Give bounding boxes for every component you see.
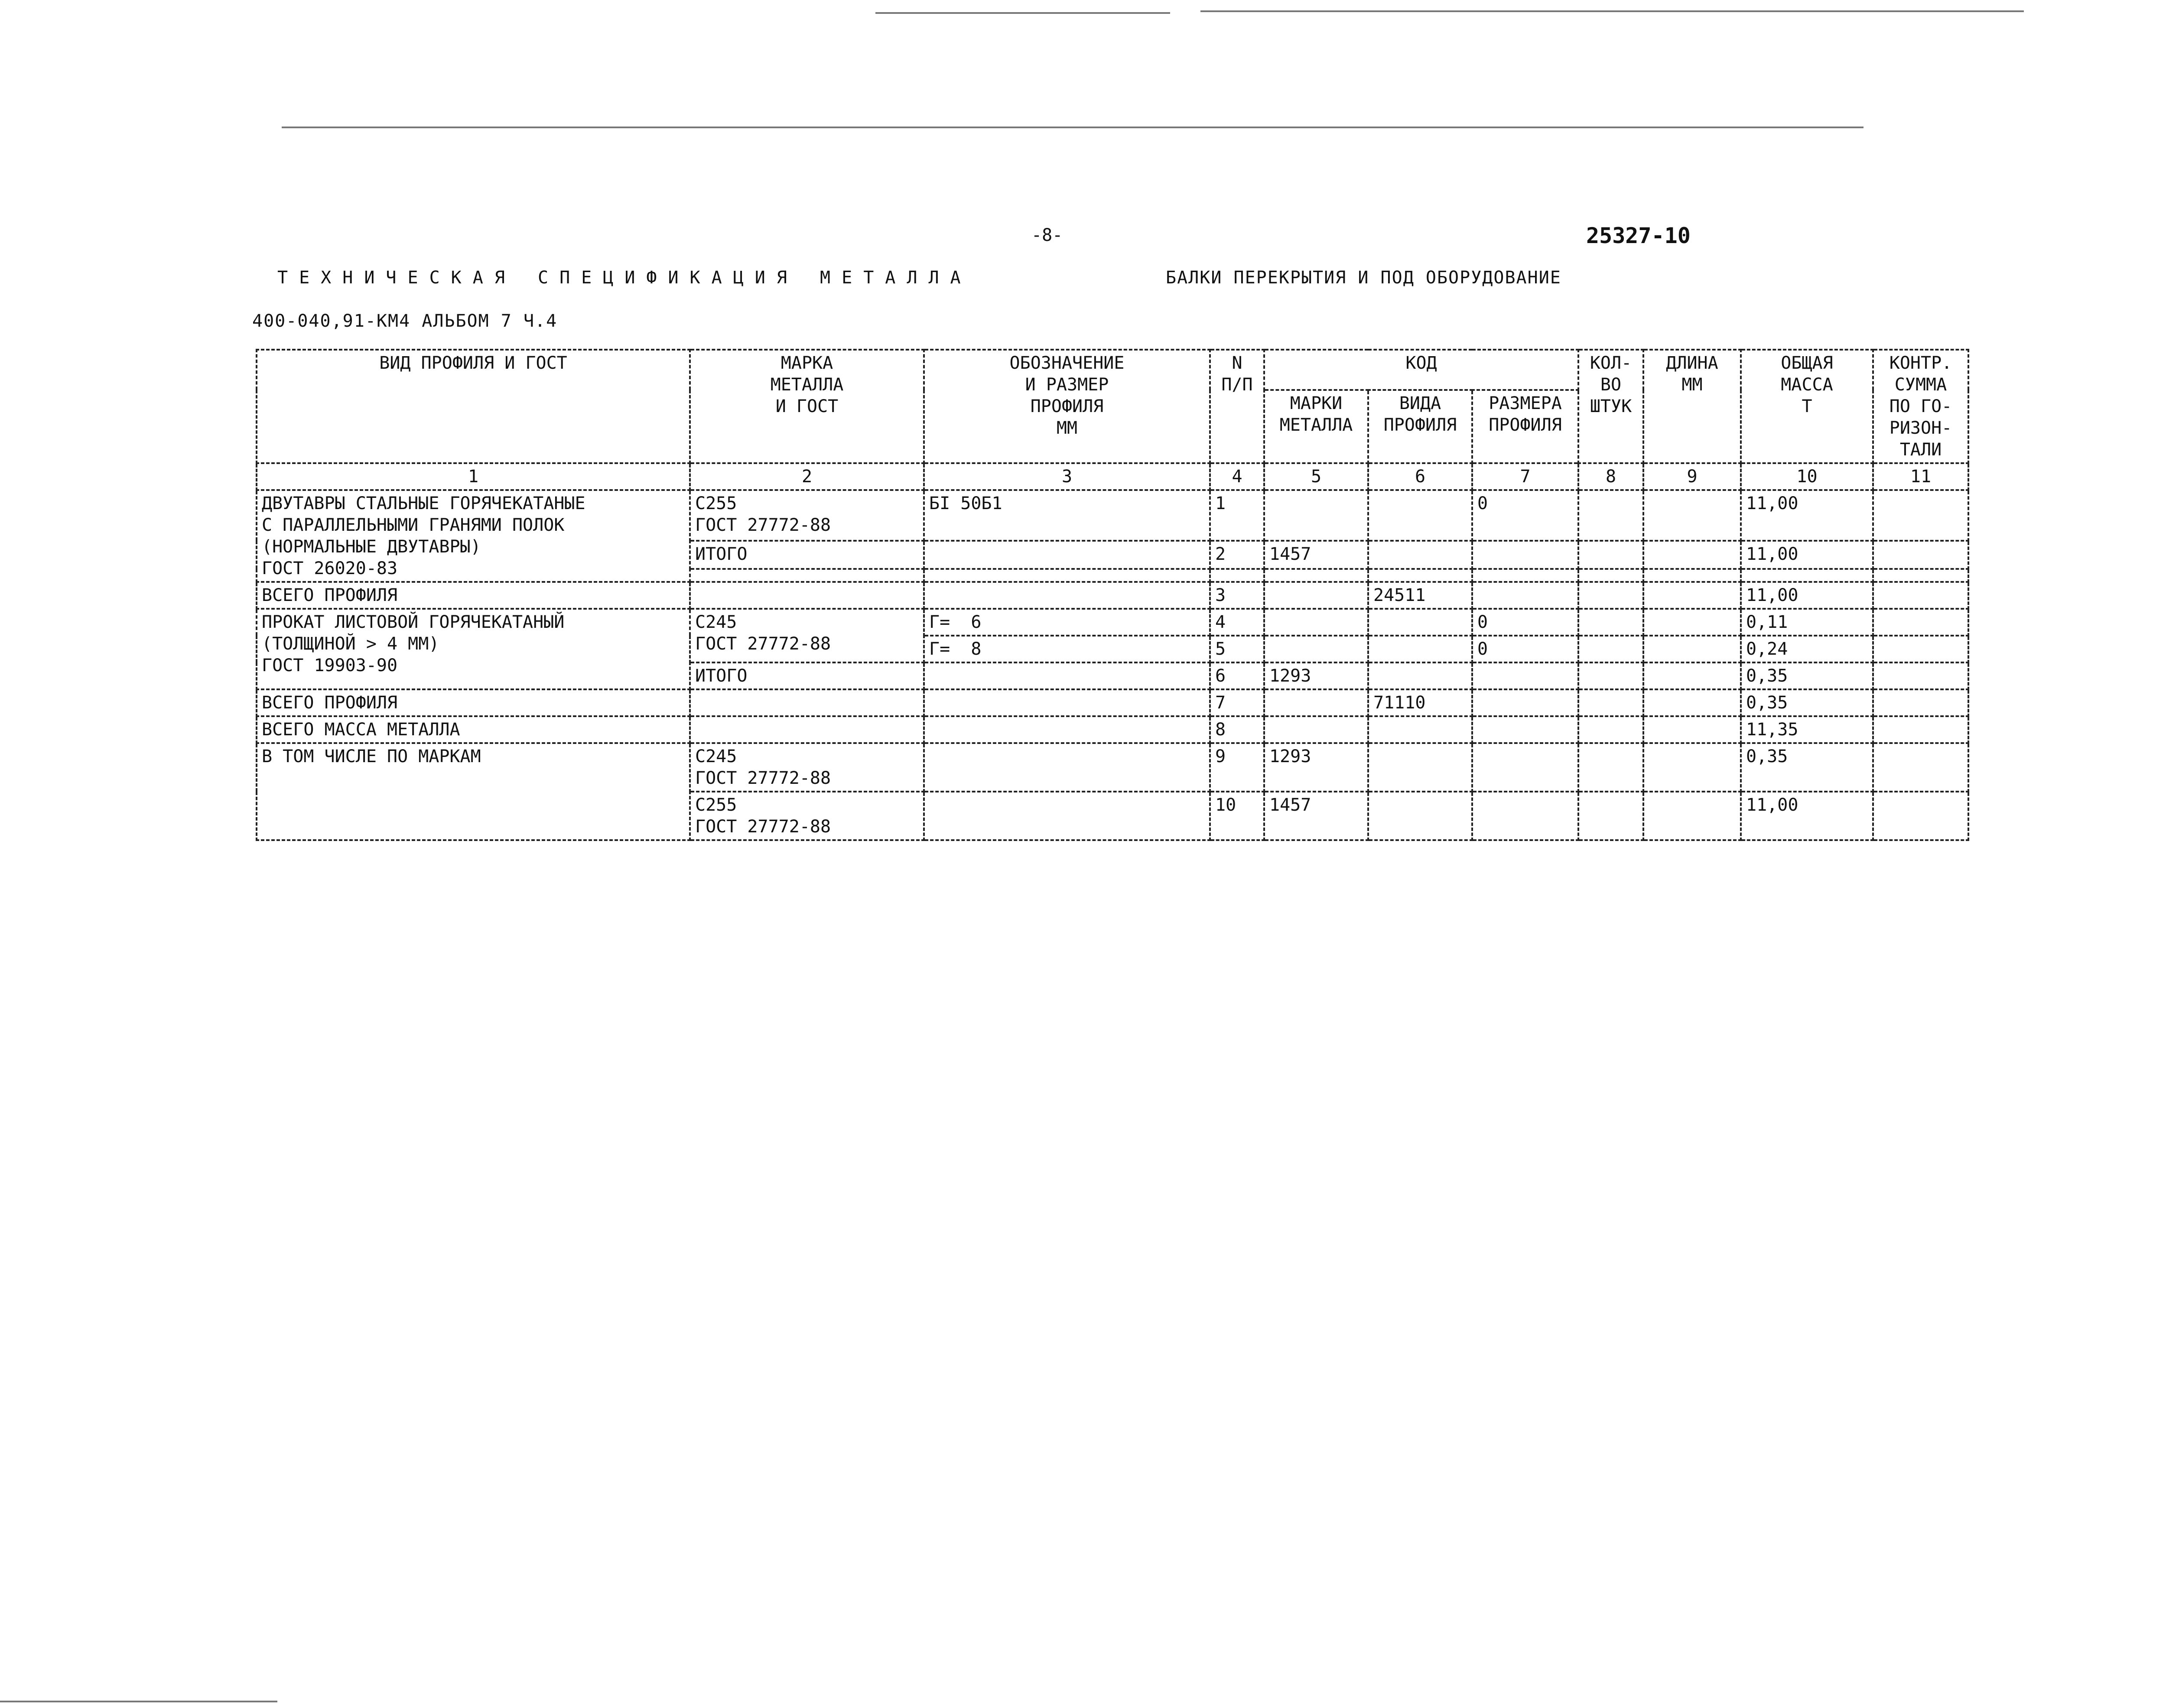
code-size-cell: 0 <box>1472 636 1578 662</box>
code-size-cell <box>1472 662 1578 689</box>
header-rule <box>282 127 1864 128</box>
code-type-cell <box>1368 609 1472 636</box>
table-row <box>257 743 1968 792</box>
code-grade-cell: 1457 <box>1264 541 1368 569</box>
size-cell <box>924 716 1210 743</box>
profile-cell: ПРОКАТ ЛИСТОВОЙ ГОРЯЧЕКАТАНЫЙ (ТОЛЩИНОЙ > 4 ММ) ГОСТ 19903-90 <box>257 609 690 689</box>
code-grade-cell <box>1264 716 1368 743</box>
qty-cell <box>1578 541 1643 569</box>
grade-cell <box>690 582 924 609</box>
header-code-grade: МАРКИ МЕТАЛЛА <box>1264 390 1368 463</box>
column-number-row <box>257 463 1968 490</box>
code-grade-cell: 1457 <box>1264 792 1368 840</box>
code-size-cell: 0 <box>1472 609 1578 636</box>
code-size-cell <box>1472 716 1578 743</box>
column-number: 9 <box>1643 463 1741 490</box>
size-cell <box>924 582 1210 609</box>
code-size-cell <box>1472 689 1578 716</box>
control-cell <box>1873 743 1968 792</box>
length-cell <box>1643 490 1741 541</box>
control-cell <box>1873 662 1968 689</box>
header-code-type: ВИДА ПРОФИЛЯ <box>1368 390 1472 463</box>
control-cell <box>1873 636 1968 662</box>
length-cell <box>1643 636 1741 662</box>
qty-cell <box>1578 609 1643 636</box>
control-cell <box>1873 582 1968 609</box>
code-type-cell <box>1368 743 1472 792</box>
code-grade-cell <box>1264 582 1368 609</box>
code-grade-cell <box>1264 490 1368 541</box>
specification-table <box>256 349 1969 841</box>
qty-cell <box>1578 716 1643 743</box>
qty-cell <box>1578 582 1643 609</box>
code-grade-cell: 1293 <box>1264 662 1368 689</box>
header-qty: КОЛ- ВО ШТУК <box>1578 350 1643 463</box>
qty-cell <box>1578 743 1643 792</box>
size-cell <box>924 792 1210 840</box>
grade-cell: С255 ГОСТ 27772-88 <box>690 490 924 541</box>
npp-cell: 1 <box>1210 490 1264 541</box>
qty-cell <box>1578 490 1643 541</box>
npp-cell: 3 <box>1210 582 1264 609</box>
header-row <box>257 350 1968 390</box>
column-number: 10 <box>1741 463 1873 490</box>
header-grade: МАРКА МЕТАЛЛА И ГОСТ <box>690 350 924 463</box>
code-type-cell <box>1368 541 1472 569</box>
mass-cell: 0,24 <box>1741 636 1873 662</box>
length-cell <box>1643 541 1741 569</box>
profile-cell: ВСЕГО ПРОФИЛЯ <box>257 689 690 716</box>
length-cell <box>1643 743 1741 792</box>
column-number: 4 <box>1210 463 1264 490</box>
mass-cell: 11,00 <box>1741 541 1873 569</box>
size-cell: Г= 8 <box>924 636 1210 662</box>
table-row <box>257 490 1968 541</box>
profile-cell: В ТОМ ЧИСЛЕ ПО МАРКАМ <box>257 743 690 840</box>
code-size-cell: 0 <box>1472 490 1578 541</box>
mass-cell: 11,00 <box>1741 490 1873 541</box>
code-type-cell: 24511 <box>1368 582 1472 609</box>
table-row <box>257 609 1968 636</box>
code-type-cell <box>1368 716 1472 743</box>
code-grade-cell <box>1264 609 1368 636</box>
profile-cell: ВСЕГО МАССА МЕТАЛЛА <box>257 716 690 743</box>
mass-cell: 0,35 <box>1741 743 1873 792</box>
profile-cell: ВСЕГО ПРОФИЛЯ <box>257 582 690 609</box>
grade-cell: С255 ГОСТ 27772-88 <box>690 792 924 840</box>
mass-cell: 11,00 <box>1741 582 1873 609</box>
length-cell <box>1643 582 1741 609</box>
page-title: ТЕХНИЧЕСКАЯ СПЕЦИФИКАЦИЯ МЕТАЛЛА <box>277 268 972 288</box>
npp-cell: 5 <box>1210 636 1264 662</box>
mass-cell: 11,00 <box>1741 792 1873 840</box>
length-cell <box>1643 609 1741 636</box>
size-cell <box>924 541 1210 569</box>
code-type-cell <box>1368 792 1472 840</box>
qty-cell <box>1578 636 1643 662</box>
npp-cell: 9 <box>1210 743 1264 792</box>
header-mass: ОБЩАЯ МАССА Т <box>1741 350 1873 463</box>
qty-cell <box>1578 689 1643 716</box>
code-size-cell <box>1472 582 1578 609</box>
grade-cell: ИТОГО <box>690 541 924 569</box>
code-type-cell <box>1368 490 1472 541</box>
control-cell <box>1873 609 1968 636</box>
size-cell: Г= 6 <box>924 609 1210 636</box>
header-code-size: РАЗМЕРА ПРОФИЛЯ <box>1472 390 1578 463</box>
length-cell <box>1643 689 1741 716</box>
length-cell <box>1643 662 1741 689</box>
profile-cell: ДВУТАВРЫ СТАЛЬНЫЕ ГОРЯЧЕКАТАНЫЕ С ПАРАЛЛЕЛЬНЫМИ ГРАНЯМИ ПОЛОК (НОРМАЛЬНЫЕ ДВУТАВРЫ) ГОСТ 26020-83 <box>257 490 690 582</box>
npp-cell: 10 <box>1210 792 1264 840</box>
grade-cell: С245 ГОСТ 27772-88 <box>690 743 924 792</box>
mass-cell: 0,11 <box>1741 609 1873 636</box>
grade-cell <box>690 689 924 716</box>
code-grade-cell: 1293 <box>1264 743 1368 792</box>
code-type-cell <box>1368 636 1472 662</box>
mass-cell: 0,35 <box>1741 662 1873 689</box>
page-subtitle: БАЛКИ ПЕРЕКРЫТИЯ И ПОД ОБОРУДОВАНИЕ <box>1166 268 1561 288</box>
control-cell <box>1873 792 1968 840</box>
table-row <box>257 689 1968 716</box>
npp-cell: 8 <box>1210 716 1264 743</box>
npp-cell: 7 <box>1210 689 1264 716</box>
column-number: 1 <box>257 463 690 490</box>
header-profile: ВИД ПРОФИЛЯ И ГОСТ <box>257 350 690 463</box>
code-type-cell: 71110 <box>1368 689 1472 716</box>
header-designation: ОБОЗНАЧЕНИЕ И РАЗМЕР ПРОФИЛЯ ММ <box>924 350 1210 463</box>
code-type-cell <box>1368 662 1472 689</box>
qty-cell <box>1578 792 1643 840</box>
qty-cell <box>1578 662 1643 689</box>
code-size-cell <box>1472 743 1578 792</box>
code-size-cell <box>1472 792 1578 840</box>
album-reference: 400-040,91-КМ4 АЛЬБОМ 7 Ч.4 <box>252 311 558 331</box>
document-number: 25327-10 <box>1586 223 1691 248</box>
column-number: 3 <box>924 463 1210 490</box>
column-number: 11 <box>1873 463 1968 490</box>
mass-cell: 0,35 <box>1741 689 1873 716</box>
length-cell <box>1643 716 1741 743</box>
table-row <box>257 582 1968 609</box>
column-number: 8 <box>1578 463 1643 490</box>
column-number: 2 <box>690 463 924 490</box>
grade-cell: ИТОГО <box>690 662 924 689</box>
size-cell <box>924 662 1210 689</box>
code-grade-cell <box>1264 636 1368 662</box>
header-length: ДЛИНА ММ <box>1643 350 1741 463</box>
header-code: КОД <box>1264 350 1578 390</box>
column-number: 7 <box>1472 463 1578 490</box>
size-cell <box>924 743 1210 792</box>
top-rule <box>1200 10 2024 12</box>
table-row <box>257 716 1968 743</box>
size-cell: БI 50Б1 <box>924 490 1210 541</box>
column-number: 5 <box>1264 463 1368 490</box>
length-cell <box>1643 792 1741 840</box>
npp-cell: 4 <box>1210 609 1264 636</box>
control-cell <box>1873 716 1968 743</box>
page-number: -8- <box>1031 225 1063 245</box>
bottom-rule <box>0 1701 277 1702</box>
header-control: КОНТР. СУММА ПО ГО- РИЗОН- ТАЛИ <box>1873 350 1968 463</box>
size-cell <box>924 689 1210 716</box>
mass-cell: 11,35 <box>1741 716 1873 743</box>
column-number: 6 <box>1368 463 1472 490</box>
grade-cell: С245 ГОСТ 27772-88 <box>690 609 924 662</box>
control-cell <box>1873 689 1968 716</box>
npp-cell: 2 <box>1210 541 1264 569</box>
grade-cell <box>690 716 924 743</box>
code-size-cell <box>1472 541 1578 569</box>
top-rule <box>875 12 1170 14</box>
code-grade-cell <box>1264 689 1368 716</box>
npp-cell: 6 <box>1210 662 1264 689</box>
control-cell <box>1873 490 1968 541</box>
control-cell <box>1873 541 1968 569</box>
header-npp: N П/П <box>1210 350 1264 463</box>
